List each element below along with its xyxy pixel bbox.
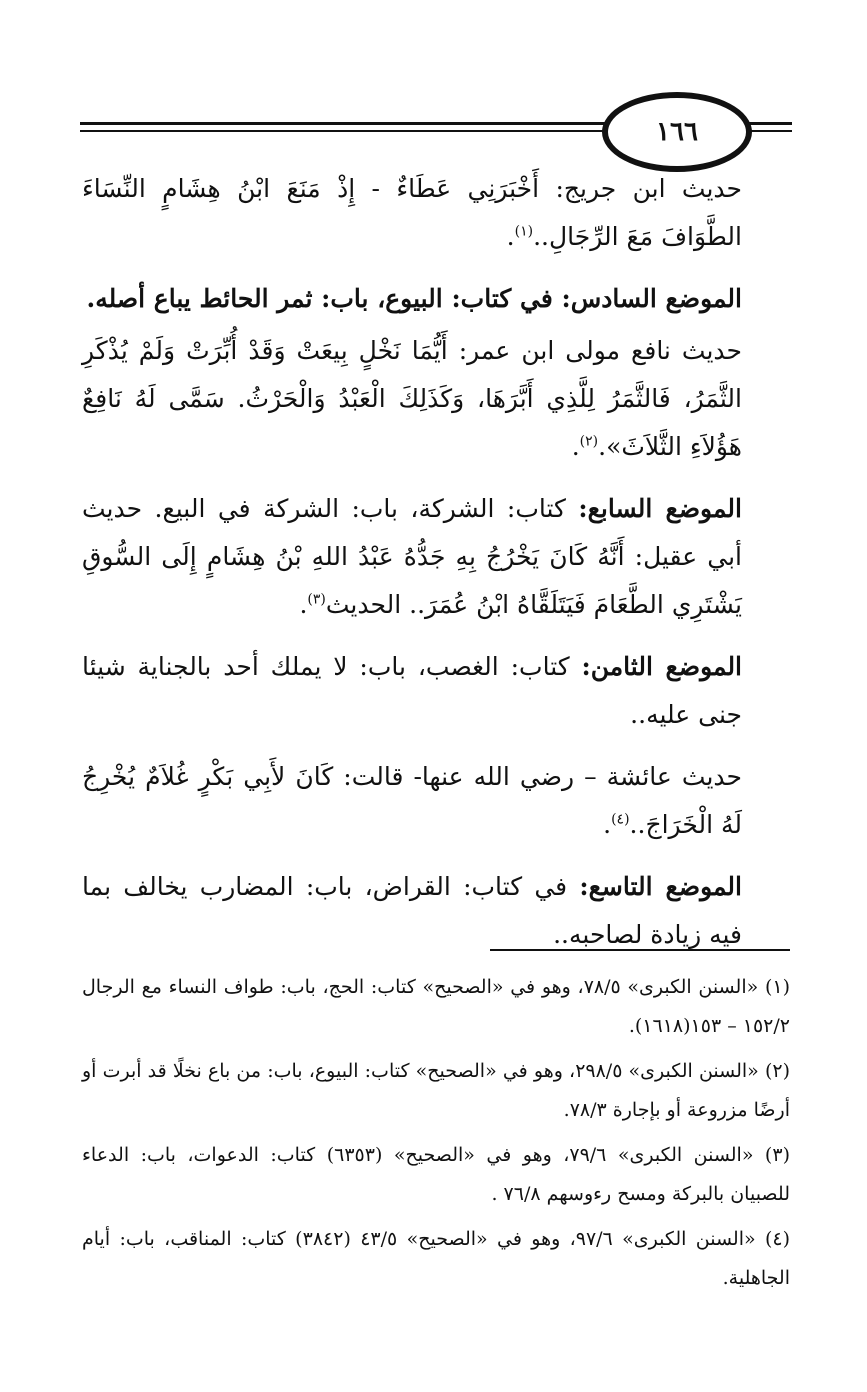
paragraph: الموضع الثامن: كتاب: الغصب، باب: لا يملك أحد بالجناية شيئا جنى عليه.. <box>82 652 743 729</box>
footnote: (١) «السنن الكبرى» ٧٨/٥، وهو في «الصحيح» كتاب: الحج، باب: طواف النساء مع الرجال ١٥٢/٢ – ١٥٣(١٦١٨). <box>82 976 790 1037</box>
page-number: ١٦٦ <box>656 117 698 147</box>
footnote-ref[interactable]: (١) <box>514 223 534 240</box>
paragraph: الموضع التاسع: في كتاب: القراض، باب: المضارب يخالف بما فيه زيادة لصاحبه.. <box>82 872 742 949</box>
footnote-ref[interactable]: (٢) <box>579 433 599 450</box>
footnotes <box>82 968 790 1304</box>
page-number-oval <box>602 92 752 172</box>
paragraph: حديث عائشة – رضي الله عنها- قالت: كَانَ لأَبِي بَكْرٍ غُلاَمٌ يُخْرِجُ لَهُ الْخَرَاجَ..$^{(٤)}$. <box>82 762 742 839</box>
header-rule-right-top <box>748 122 792 125</box>
footnote-ref[interactable]: (٤) <box>611 811 630 828</box>
header-rule-bottom <box>80 130 605 132</box>
header-rule-right-bottom <box>748 130 792 132</box>
footnote: (٣) «السنن الكبرى» ٧٩/٦، وهو في «الصحيح» (٦٣٥٣) كتاب: الدعوات، باب: الدعاء للصبيان بالبركة ومسح رءوسهم ٧٦/٨ . <box>82 1144 790 1205</box>
footnote: (٢) «السنن الكبرى» ٢٩٨/٥، وهو في «الصحيح» كتاب: البيوع، باب: من باع نخلًا قد أبرت أو أرضًا مزروعة أو بإجارة ٧٨/٣. <box>82 1060 790 1121</box>
section-heading: الموضع السادس: في كتاب: البيوع، باب: ثمر الحائط يباع أصله. <box>86 284 742 313</box>
paragraph: حديث ابن جريج: أَخْبَرَنِي عَطَاءٌ - إِذْ مَنَعَ ابْنُ هِشَامٍ النِّسَاءَ الطَّوَافَ مَعَ الرِّجَالِ..$^{(١)}$. <box>82 174 742 251</box>
footnote: (٤) «السنن الكبرى» ٩٧/٦، وهو في «الصحيح» ٤٣/٥ (٣٨٤٢) كتاب: المناقب، باب: أيام الجاهلية. <box>82 1228 790 1289</box>
header-rule-top <box>80 122 605 125</box>
footnote-ref[interactable]: (٣) <box>307 591 326 608</box>
footnote-separator <box>490 949 790 951</box>
paragraph: الموضع السابع: كتاب: الشركة، باب: الشركة في البيع. حديث أبي عقيل: أَنَّهُ كَانَ يَخْرُجُ بِهِ جَدُّهُ عَبْدُ اللهِ بْنُ هِشَامٍ إِلَى السُّوقِ يَشْتَرِي الطَّعَامَ فَيَتَلَقَّاهُ ابْنُ عُمَرَ.. الحديث$^{(٣)}$. <box>82 494 742 619</box>
main-text <box>82 165 742 973</box>
paragraph: حديث نافع مولى ابن عمر: أَيُّمَا نَخْلٍ بِيعَتْ وَقَدْ أُبِّرَتْ وَلَمْ يُذْكَرِ الثَّمَرُ، فَالثَّمَرُ لِلَّذِي أَبَّرَهَا، وَكَذَلِكَ الْعَبْدُ وَالْحَرْثُ. سَمَّى لَهُ نَافِعٌ هَؤُلاَءِ الثَّلاَثَ».$^{(٢)}$. <box>82 336 742 461</box>
